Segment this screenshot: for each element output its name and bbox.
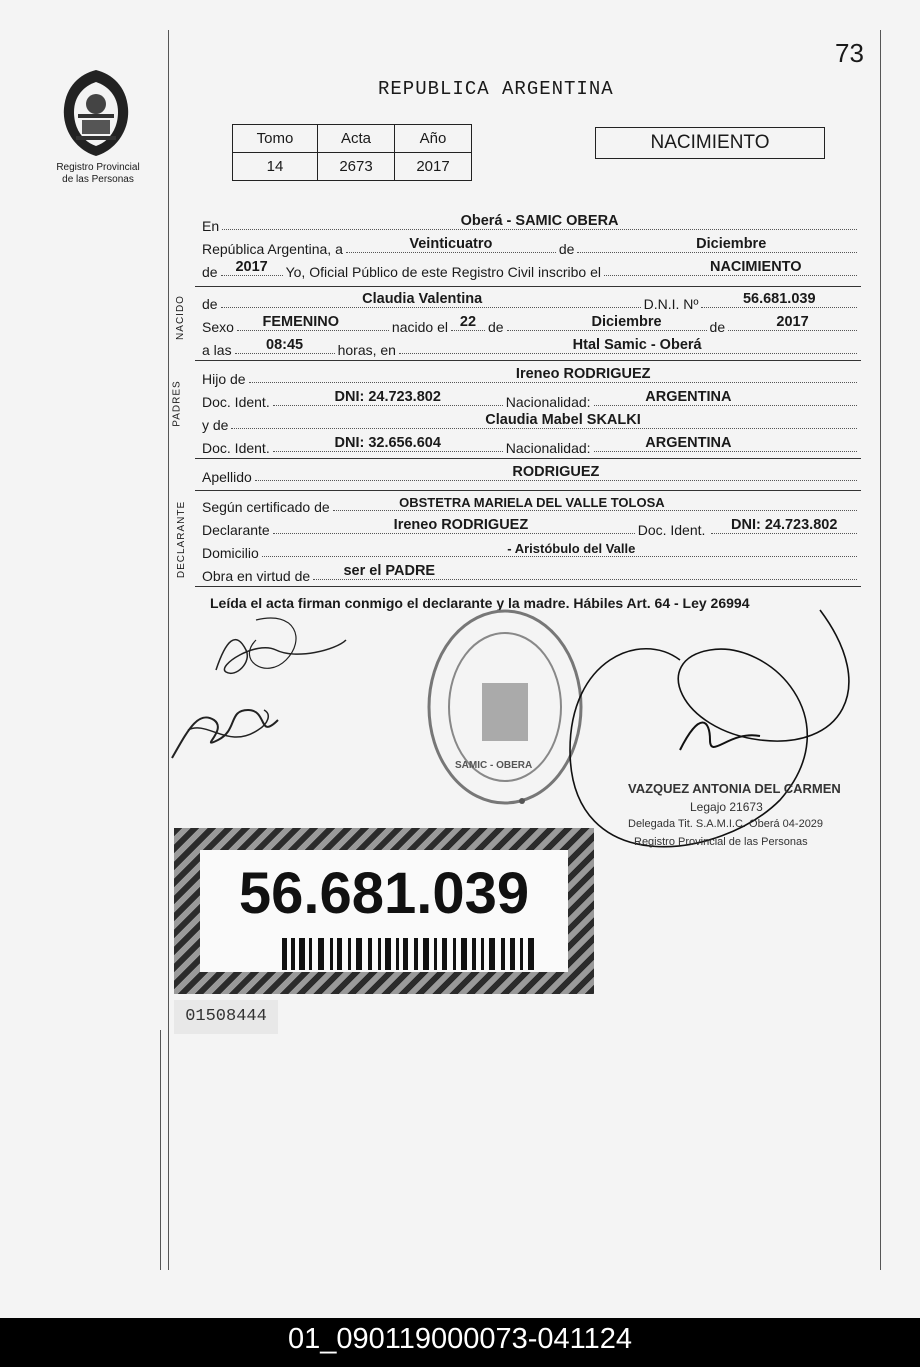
place-value: Oberá - SAMIC OBERA	[460, 213, 619, 229]
republica-label: República Argentina, a	[202, 241, 343, 257]
serial-code: 01508444	[174, 1000, 278, 1034]
declarante-row	[202, 518, 860, 538]
left-margin-line	[168, 30, 169, 1270]
tomo-value: 14	[233, 153, 318, 181]
padres-section-label: PADRES	[171, 380, 183, 427]
footer-code: 01_090119000073-041124	[0, 1318, 920, 1367]
barcode-icon	[282, 938, 536, 970]
birth-place: Htal Samic - Oberá	[572, 337, 702, 353]
father-nationality: ARGENTINA	[645, 389, 732, 405]
nacido-section-label: NACIDO	[174, 295, 186, 340]
document-title: REPUBLICA ARGENTINA	[378, 78, 614, 100]
mother-doc-row	[202, 436, 860, 456]
province-seal-icon	[60, 68, 132, 158]
nacido-de-label: de	[202, 296, 218, 312]
de-label: de	[558, 241, 575, 257]
id-number-sticker	[174, 828, 594, 994]
y-de-label: y de	[202, 417, 229, 433]
declarante-value: Ireneo RODRIGUEZ	[393, 517, 529, 533]
en-label: En	[202, 218, 220, 234]
a-las-label: a las	[202, 342, 232, 358]
apellido-row	[202, 465, 860, 485]
mother-name: Claudia Mabel SKALKI	[485, 412, 641, 428]
day-value: Veinticuatro	[409, 236, 493, 252]
anio-value: 2017	[395, 153, 472, 181]
acta-value: 2673	[318, 153, 395, 181]
sexo-label: Sexo	[202, 319, 234, 335]
nacionalidad-label: Nacionalidad:	[505, 394, 591, 410]
date-row	[202, 237, 860, 257]
official-name: VAZQUEZ ANTONIA DEL CARMEN	[628, 781, 841, 796]
obra-label: Obra en virtud de	[202, 568, 311, 584]
year-label: de	[202, 264, 218, 280]
inscribo-row	[202, 260, 860, 280]
mother-doc: DNI: 32.656.604	[334, 435, 441, 451]
registry-table	[232, 124, 472, 181]
official-title: Delegada Tit. S.A.M.I.C. Oberá 04-2029	[628, 818, 824, 830]
logo-caption-line1: Registro Provincial	[56, 162, 140, 173]
hijo-de-label: Hijo de	[202, 371, 246, 387]
record-type-box: NACIMIENTO	[595, 127, 825, 159]
de-label-3: de	[709, 319, 726, 335]
apellido-value: RODRIGUEZ	[512, 464, 600, 480]
birth-time: 08:45	[266, 337, 304, 353]
father-name: Ireneo RODRIGUEZ	[515, 366, 651, 382]
inscribo-value: NACIMIENTO	[709, 259, 802, 275]
mother-signature-icon	[196, 600, 356, 690]
domicilio-value: - Aristóbulo del Valle	[507, 541, 636, 556]
certificado-value: OBSTETRA MARIELA DEL VALLE TOLOSA	[399, 495, 665, 510]
en-row	[202, 214, 860, 234]
domicilio-row	[202, 541, 860, 561]
birth-month: Diciembre	[591, 314, 662, 330]
right-margin-line	[880, 30, 881, 1270]
certificado-label: Según certificado de	[202, 499, 330, 515]
section-divider	[195, 490, 861, 491]
mother-row	[202, 413, 860, 433]
left-margin-line-lower	[160, 1030, 161, 1270]
year-value: 2017	[235, 259, 268, 275]
de-label-2: de	[487, 319, 504, 335]
anio-header: Año	[395, 125, 472, 153]
name-row	[202, 292, 860, 312]
tomo-header: Tomo	[233, 125, 318, 153]
section-divider	[195, 360, 861, 361]
time-row	[202, 338, 860, 358]
certificado-row	[202, 495, 860, 515]
inscribo-text: Yo, Oficial Público de este Registro Civil inscribo el	[285, 264, 601, 280]
sexo-row	[202, 315, 860, 335]
father-doc-row	[202, 390, 860, 410]
doc-label: Doc. Ident.	[202, 440, 270, 456]
logo-caption-line2: de las Personas	[62, 174, 134, 185]
nacionalidad-label: Nacionalidad:	[505, 440, 591, 456]
section-divider	[195, 586, 861, 587]
dni-label: D.N.I. Nº	[643, 296, 699, 312]
section-divider	[195, 286, 861, 287]
child-dni: 56.681.039	[742, 291, 816, 307]
section-divider	[195, 458, 861, 459]
birth-year: 2017	[776, 314, 809, 330]
sexo-value: FEMENINO	[262, 314, 340, 330]
declarante-label: Declarante	[202, 522, 270, 538]
mother-nationality: ARGENTINA	[645, 435, 732, 451]
domicilio-label: Domicilio	[202, 545, 259, 561]
page-number: 73	[835, 38, 864, 68]
id-number: 56.681.039	[238, 861, 530, 926]
nacido-el-label: nacido el	[391, 319, 448, 335]
obra-row	[202, 564, 860, 584]
father-doc: DNI: 24.723.802	[334, 389, 441, 405]
official-registry: Registro Provincial de las Personas	[634, 836, 808, 848]
doc-label: Doc. Ident.	[202, 394, 270, 410]
closing-statement: Leída el acta firman conmigo el declarante y la madre. Hábiles Art. 64 - Ley 26994	[210, 595, 750, 611]
apellido-label: Apellido	[202, 469, 252, 485]
obra-value: ser el PADRE	[343, 563, 436, 579]
horas-en-label: horas, en	[337, 342, 396, 358]
birth-day: 22	[459, 314, 477, 330]
acta-header: Acta	[318, 125, 395, 153]
stamp-inner-text: SAMIC - OBERA	[455, 760, 533, 771]
child-name: Claudia Valentina	[362, 291, 483, 307]
declarante-section-label: DECLARANTE	[176, 500, 188, 579]
month-value: Diciembre	[696, 236, 767, 252]
doc-label: Doc. Ident.	[637, 522, 706, 538]
declarant-signature-icon	[168, 690, 288, 770]
official-legajo: Legajo 21673	[690, 800, 763, 814]
father-row	[202, 367, 860, 387]
declarante-doc: DNI: 24.723.802	[731, 517, 838, 533]
